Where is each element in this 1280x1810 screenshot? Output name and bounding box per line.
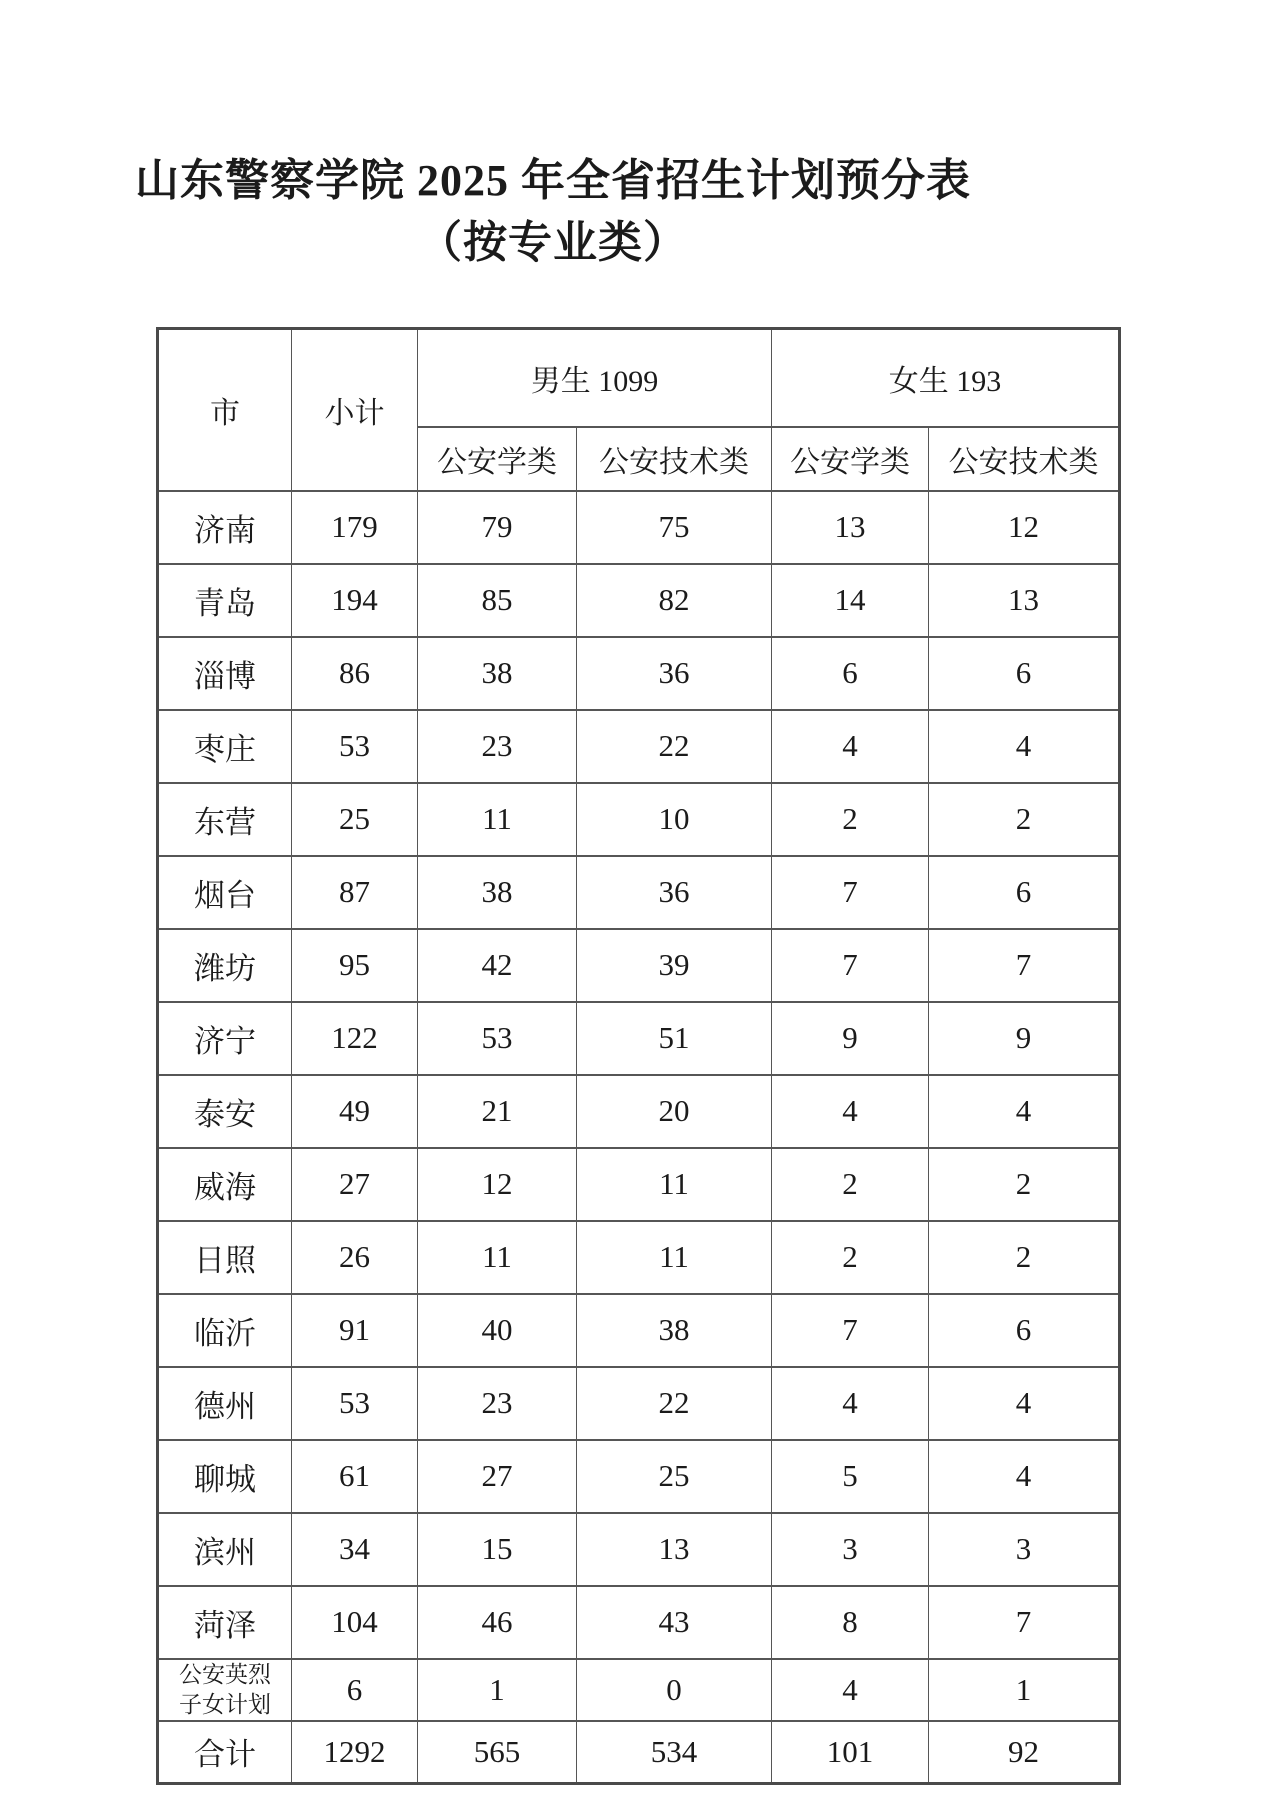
value-cell: 38 [418,856,577,929]
value-cell: 4 [929,1075,1120,1148]
value-cell: 11 [577,1148,772,1221]
value-cell: 12 [929,491,1120,564]
value-cell: 22 [577,710,772,783]
value-cell: 21 [418,1075,577,1148]
value-cell: 12 [418,1148,577,1221]
value-cell: 15 [418,1513,577,1586]
value-cell: 61 [292,1440,418,1513]
value-cell: 2 [929,783,1120,856]
value-cell: 39 [577,929,772,1002]
value-cell: 51 [577,1002,772,1075]
value-cell: 49 [292,1075,418,1148]
enrollment-plan-table [156,327,1121,1785]
value-cell: 7 [929,929,1120,1002]
row-label-cell: 淄博 [158,637,292,710]
row-label-cell: 枣庄 [158,710,292,783]
value-cell: 194 [292,564,418,637]
value-cell: 27 [292,1148,418,1221]
value-cell: 20 [577,1075,772,1148]
value-cell: 4 [772,1367,929,1440]
table-row [158,1075,1120,1148]
row-label-cell: 合计 [158,1721,292,1784]
value-cell: 43 [577,1586,772,1659]
value-cell: 8 [772,1586,929,1659]
total-row [158,1721,1120,1784]
value-cell: 2 [929,1148,1120,1221]
value-cell: 9 [772,1002,929,1075]
row-label-cell: 临沂 [158,1294,292,1367]
value-cell: 36 [577,856,772,929]
table-row [158,783,1120,856]
row-label-cell: 东营 [158,783,292,856]
page-title-line2: （按专业类） [418,218,688,268]
table-row [158,1586,1120,1659]
value-cell: 2 [929,1221,1120,1294]
value-cell: 3 [772,1513,929,1586]
value-cell: 38 [577,1294,772,1367]
row-label-cell: 济南 [158,491,292,564]
value-cell: 7 [772,1294,929,1367]
table-row [158,856,1120,929]
value-cell: 2 [772,783,929,856]
value-cell: 23 [418,1367,577,1440]
value-cell: 91 [292,1294,418,1367]
value-cell: 13 [929,564,1120,637]
row-label-cell: 泰安 [158,1075,292,1148]
row-label-cell: 公安英烈子女计划 [158,1659,292,1721]
value-cell: 0 [577,1659,772,1721]
table-row [158,1148,1120,1221]
value-cell: 4 [929,1440,1120,1513]
header-female-police-tech: 公安技术类 [929,427,1120,491]
value-cell: 26 [292,1221,418,1294]
value-cell: 4 [772,710,929,783]
value-cell: 10 [577,783,772,856]
value-cell: 4 [772,1075,929,1148]
value-cell: 92 [929,1721,1120,1784]
value-cell: 6 [929,1294,1120,1367]
row-label-cell: 滨州 [158,1513,292,1586]
header-subtotal: 小计 [292,328,418,491]
value-cell: 1292 [292,1721,418,1784]
row-label-cell: 青岛 [158,564,292,637]
value-cell: 1 [929,1659,1120,1721]
value-cell: 5 [772,1440,929,1513]
header-male-police-tech: 公安技术类 [577,427,772,491]
value-cell: 13 [772,491,929,564]
value-cell: 14 [772,564,929,637]
value-cell: 6 [292,1659,418,1721]
header-city: 市 [158,328,292,491]
row-label-cell: 菏泽 [158,1586,292,1659]
value-cell: 34 [292,1513,418,1586]
value-cell: 6 [772,637,929,710]
row-label-cell: 烟台 [158,856,292,929]
value-cell: 53 [418,1002,577,1075]
value-cell: 27 [418,1440,577,1513]
value-cell: 2 [772,1221,929,1294]
value-cell: 38 [418,637,577,710]
table-row [158,1002,1120,1075]
value-cell: 11 [418,1221,577,1294]
value-cell: 4 [929,710,1120,783]
table-row [158,1294,1120,1367]
value-cell: 46 [418,1586,577,1659]
table-row [158,1440,1120,1513]
table-row [158,1367,1120,1440]
value-cell: 565 [418,1721,577,1784]
value-cell: 85 [418,564,577,637]
value-cell: 104 [292,1586,418,1659]
table-row [158,929,1120,1002]
value-cell: 7 [772,929,929,1002]
value-cell: 179 [292,491,418,564]
header-male-police-science: 公安学类 [418,427,577,491]
row-label-cell: 威海 [158,1148,292,1221]
value-cell: 122 [292,1002,418,1075]
value-cell: 2 [772,1148,929,1221]
row-label-cell: 聊城 [158,1440,292,1513]
value-cell: 7 [772,856,929,929]
value-cell: 9 [929,1002,1120,1075]
row-label-cell: 日照 [158,1221,292,1294]
value-cell: 75 [577,491,772,564]
value-cell: 53 [292,1367,418,1440]
header-female-group: 女生 193 [772,328,1120,427]
value-cell: 1 [418,1659,577,1721]
row-label-cell: 济宁 [158,1002,292,1075]
value-cell: 95 [292,929,418,1002]
value-cell: 4 [772,1659,929,1721]
header-group-row [158,328,1120,427]
row-label-cell: 德州 [158,1367,292,1440]
value-cell: 7 [929,1586,1120,1659]
table-row [158,637,1120,710]
value-cell: 4 [929,1367,1120,1440]
value-cell: 36 [577,637,772,710]
header-female-police-science: 公安学类 [772,427,929,491]
table-row [158,491,1120,564]
value-cell: 25 [292,783,418,856]
row-label-cell: 潍坊 [158,929,292,1002]
value-cell: 11 [577,1221,772,1294]
page-title-line1: 山东警察学院 2025 年全省招生计划预分表 [135,156,971,205]
value-cell: 3 [929,1513,1120,1586]
value-cell: 6 [929,637,1120,710]
table-row [158,710,1120,783]
value-cell: 79 [418,491,577,564]
value-cell: 25 [577,1440,772,1513]
table-row [158,1659,1120,1721]
value-cell: 82 [577,564,772,637]
table-row [158,564,1120,637]
value-cell: 23 [418,710,577,783]
header-male-group: 男生 1099 [418,328,772,427]
value-cell: 40 [418,1294,577,1367]
table-row [158,1513,1120,1586]
value-cell: 11 [418,783,577,856]
value-cell: 534 [577,1721,772,1784]
value-cell: 13 [577,1513,772,1586]
value-cell: 53 [292,710,418,783]
value-cell: 101 [772,1721,929,1784]
value-cell: 42 [418,929,577,1002]
value-cell: 86 [292,637,418,710]
table-row [158,1221,1120,1294]
value-cell: 22 [577,1367,772,1440]
value-cell: 6 [929,856,1120,929]
page-title [0,0,1106,275]
value-cell: 87 [292,856,418,929]
